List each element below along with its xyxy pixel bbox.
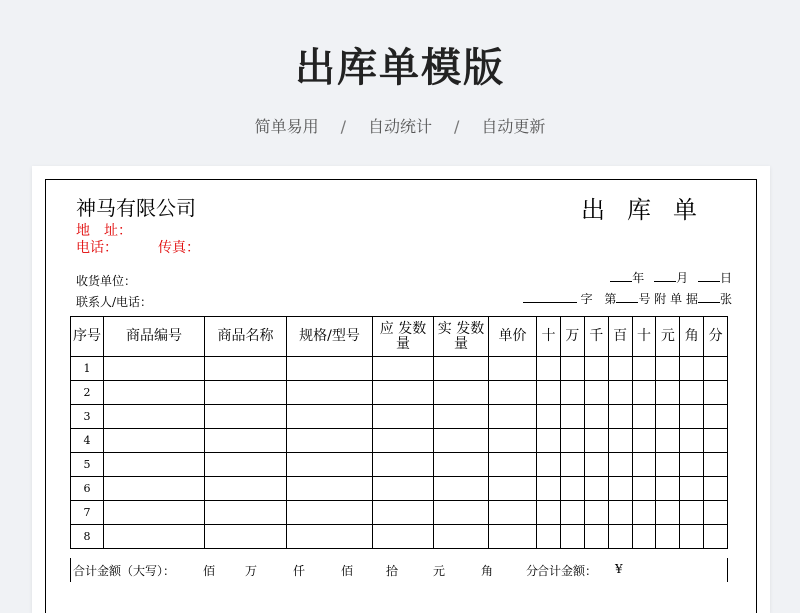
- number-blank[interactable]: [616, 291, 638, 303]
- table-cell[interactable]: [489, 381, 537, 405]
- table-cell[interactable]: [373, 429, 434, 453]
- table-cell[interactable]: [704, 501, 728, 525]
- table-cell[interactable]: [434, 381, 489, 405]
- table-cell[interactable]: [434, 453, 489, 477]
- table-cell[interactable]: [373, 477, 434, 501]
- table-cell[interactable]: [584, 501, 608, 525]
- table-cell[interactable]: [434, 429, 489, 453]
- table-cell[interactable]: [373, 405, 434, 429]
- table-cell[interactable]: [704, 477, 728, 501]
- attachment-blank[interactable]: [698, 291, 720, 303]
- contact-phone-label: 联系人/电话：: [76, 295, 153, 309]
- table-cell[interactable]: [560, 429, 584, 453]
- col-header: 商品编号: [104, 317, 205, 357]
- table-cell[interactable]: [287, 405, 373, 429]
- total-unit: 元: [433, 564, 446, 578]
- outbound-form: [45, 179, 757, 613]
- table-cell[interactable]: [489, 357, 537, 381]
- table-cell[interactable]: [434, 501, 489, 525]
- table-cell[interactable]: [632, 453, 656, 477]
- table-cell[interactable]: [680, 477, 704, 501]
- currency-symbol: ¥: [615, 562, 623, 576]
- table-cell[interactable]: [205, 501, 287, 525]
- table-cell[interactable]: [537, 405, 561, 429]
- table-row: [71, 501, 728, 525]
- table-row: [71, 357, 728, 381]
- table-cell[interactable]: [632, 429, 656, 453]
- total-amount-label: 合计金额：: [537, 564, 598, 578]
- col-header: 序号: [71, 317, 104, 357]
- table-cell[interactable]: [287, 429, 373, 453]
- table-cell[interactable]: [489, 477, 537, 501]
- subtitle-item: 自动统计: [367, 117, 432, 136]
- subtitle-separator: /: [340, 117, 346, 136]
- table-cell[interactable]: [656, 453, 680, 477]
- table-cell[interactable]: [704, 381, 728, 405]
- table-cell[interactable]: [373, 357, 434, 381]
- table-cell[interactable]: [560, 381, 584, 405]
- table-row: [71, 405, 728, 429]
- table-cell[interactable]: [584, 453, 608, 477]
- col-header: 元: [656, 317, 680, 357]
- row-number: 5: [71, 453, 104, 477]
- month-label: 月: [676, 271, 689, 285]
- subtitle-item: 自动更新: [481, 117, 546, 136]
- table-cell[interactable]: [584, 525, 608, 549]
- table-cell[interactable]: [608, 405, 632, 429]
- subtitle-separator: /: [454, 117, 460, 136]
- table-cell[interactable]: [680, 405, 704, 429]
- fax-label: 传真：: [158, 240, 200, 256]
- col-header: 十: [537, 317, 561, 357]
- day-label: 日: [719, 271, 732, 285]
- table-cell[interactable]: [287, 453, 373, 477]
- table-cell[interactable]: [205, 381, 287, 405]
- table-cell[interactable]: [560, 453, 584, 477]
- table-cell[interactable]: [560, 525, 584, 549]
- table-cell[interactable]: [608, 453, 632, 477]
- table-cell[interactable]: [608, 525, 632, 549]
- col-header: 实 发数 量: [434, 317, 489, 357]
- hao-label: 号: [638, 292, 651, 306]
- table-cell[interactable]: [104, 525, 205, 549]
- table-cell[interactable]: [434, 525, 489, 549]
- contact-labels: [76, 237, 200, 257]
- table-cell[interactable]: [680, 501, 704, 525]
- month-blank[interactable]: [654, 270, 676, 282]
- year-label: 年: [632, 271, 645, 285]
- table-cell[interactable]: [704, 429, 728, 453]
- table-cell[interactable]: [489, 525, 537, 549]
- table-cell[interactable]: [537, 477, 561, 501]
- table-cell[interactable]: [287, 525, 373, 549]
- table-cell[interactable]: [489, 501, 537, 525]
- table-cell[interactable]: [373, 501, 434, 525]
- form-paper: [32, 166, 770, 613]
- subtitle: [0, 114, 800, 137]
- page-title: 出库单模版: [295, 45, 505, 91]
- total-row: [70, 558, 728, 582]
- table-cell[interactable]: [656, 357, 680, 381]
- col-header: 千: [584, 317, 608, 357]
- table-row: [71, 381, 728, 405]
- table-row: [71, 429, 728, 453]
- table-cell[interactable]: [704, 453, 728, 477]
- table-cell[interactable]: [632, 381, 656, 405]
- di-label: 第: [604, 292, 617, 306]
- year-blank[interactable]: [610, 270, 632, 282]
- total-unit: 拾: [386, 564, 399, 578]
- col-header: 分: [704, 317, 728, 357]
- table-row: [71, 477, 728, 501]
- table-cell[interactable]: [104, 405, 205, 429]
- company-name: 神马有限公司: [76, 196, 196, 220]
- items-table: [70, 316, 728, 549]
- table-cell[interactable]: [434, 357, 489, 381]
- number-line: [523, 290, 732, 307]
- table-cell[interactable]: [104, 381, 205, 405]
- table-cell[interactable]: [205, 525, 287, 549]
- table-cell[interactable]: [584, 477, 608, 501]
- table-cell[interactable]: [373, 453, 434, 477]
- col-header: 万: [560, 317, 584, 357]
- table-cell[interactable]: [373, 381, 434, 405]
- table-cell[interactable]: [205, 357, 287, 381]
- table-header-row: [71, 317, 728, 357]
- table-cell[interactable]: [537, 381, 561, 405]
- table-cell[interactable]: [560, 357, 584, 381]
- table-cell[interactable]: [104, 477, 205, 501]
- table-cell[interactable]: [680, 357, 704, 381]
- table-cell[interactable]: [287, 477, 373, 501]
- total-unit: 角: [481, 564, 494, 578]
- address-label: 地 址：: [76, 223, 132, 239]
- table-cell[interactable]: [205, 477, 287, 501]
- total-unit: 分: [526, 564, 539, 578]
- row-number: 8: [71, 525, 104, 549]
- table-cell[interactable]: [608, 501, 632, 525]
- table-cell[interactable]: [656, 477, 680, 501]
- table-cell[interactable]: [104, 357, 205, 381]
- table-cell[interactable]: [537, 525, 561, 549]
- table-cell[interactable]: [656, 501, 680, 525]
- table-cell[interactable]: [608, 429, 632, 453]
- total-unit: 佰: [203, 564, 216, 578]
- table-cell[interactable]: [489, 405, 537, 429]
- receiver-label: 收货单位：: [76, 274, 137, 288]
- table-row: [71, 525, 728, 549]
- table-cell[interactable]: [434, 477, 489, 501]
- table-cell[interactable]: [680, 429, 704, 453]
- table-cell[interactable]: [537, 453, 561, 477]
- row-number: 3: [71, 405, 104, 429]
- table-cell[interactable]: [205, 429, 287, 453]
- col-header: 单价: [489, 317, 537, 357]
- phone-label: 电话：: [76, 240, 118, 256]
- table-cell[interactable]: [608, 357, 632, 381]
- table-cell[interactable]: [704, 525, 728, 549]
- table-cell[interactable]: [287, 357, 373, 381]
- table-cell[interactable]: [104, 429, 205, 453]
- table-cell[interactable]: [287, 501, 373, 525]
- col-header: 规格/型号: [287, 317, 373, 357]
- table-cell[interactable]: [205, 405, 287, 429]
- table-cell[interactable]: [537, 357, 561, 381]
- table-cell[interactable]: [656, 429, 680, 453]
- table-cell[interactable]: [656, 525, 680, 549]
- col-header: 十: [632, 317, 656, 357]
- table-cell[interactable]: [537, 429, 561, 453]
- col-header: 角: [680, 317, 704, 357]
- total-unit: 万: [245, 564, 258, 578]
- total-uppercase-label: 合计金额（大写）：: [73, 564, 176, 578]
- table-cell[interactable]: [680, 381, 704, 405]
- table-cell[interactable]: [680, 525, 704, 549]
- table-cell[interactable]: [680, 453, 704, 477]
- table-cell[interactable]: [584, 357, 608, 381]
- zhang-label: 张: [719, 292, 732, 306]
- table-cell[interactable]: [656, 381, 680, 405]
- table-cell[interactable]: [632, 525, 656, 549]
- table-cell[interactable]: [434, 405, 489, 429]
- col-header: 应 发数量: [373, 317, 434, 357]
- table-cell[interactable]: [560, 477, 584, 501]
- table-cell[interactable]: [632, 405, 656, 429]
- table-cell[interactable]: [632, 477, 656, 501]
- table-cell[interactable]: [584, 429, 608, 453]
- table-cell[interactable]: [584, 381, 608, 405]
- total-unit: 佰: [341, 564, 354, 578]
- table-cell[interactable]: [656, 405, 680, 429]
- row-number: 1: [71, 357, 104, 381]
- row-number: 6: [71, 477, 104, 501]
- col-header: 百: [608, 317, 632, 357]
- table-cell[interactable]: [373, 525, 434, 549]
- ju-label: 据: [685, 292, 698, 306]
- total-unit: 仟: [293, 564, 306, 578]
- document-title: 出库单: [581, 196, 719, 224]
- table-cell[interactable]: [584, 405, 608, 429]
- table-cell[interactable]: [560, 501, 584, 525]
- table-cell[interactable]: [287, 381, 373, 405]
- table-cell[interactable]: [704, 405, 728, 429]
- word-blank[interactable]: [523, 291, 577, 303]
- subtitle-item: 简单易用: [254, 117, 319, 136]
- table-cell[interactable]: [608, 477, 632, 501]
- table-cell[interactable]: [489, 453, 537, 477]
- table-cell[interactable]: [608, 381, 632, 405]
- table-cell[interactable]: [537, 501, 561, 525]
- dan-label: 单: [670, 292, 683, 306]
- table-cell[interactable]: [104, 453, 205, 477]
- fu-label: 附: [654, 292, 667, 306]
- zi-label: 字: [580, 292, 593, 306]
- table-cell[interactable]: [489, 429, 537, 453]
- table-row: [71, 453, 728, 477]
- table-cell[interactable]: [205, 453, 287, 477]
- table-cell[interactable]: [704, 357, 728, 381]
- row-number: 4: [71, 429, 104, 453]
- date-line: [610, 269, 732, 286]
- table-cell[interactable]: [560, 405, 584, 429]
- table-cell[interactable]: [632, 357, 656, 381]
- col-header: 商品名称: [205, 317, 287, 357]
- row-number: 7: [71, 501, 104, 525]
- table-cell[interactable]: [632, 501, 656, 525]
- day-blank[interactable]: [698, 270, 720, 282]
- row-number: 2: [71, 381, 104, 405]
- table-cell[interactable]: [104, 501, 205, 525]
